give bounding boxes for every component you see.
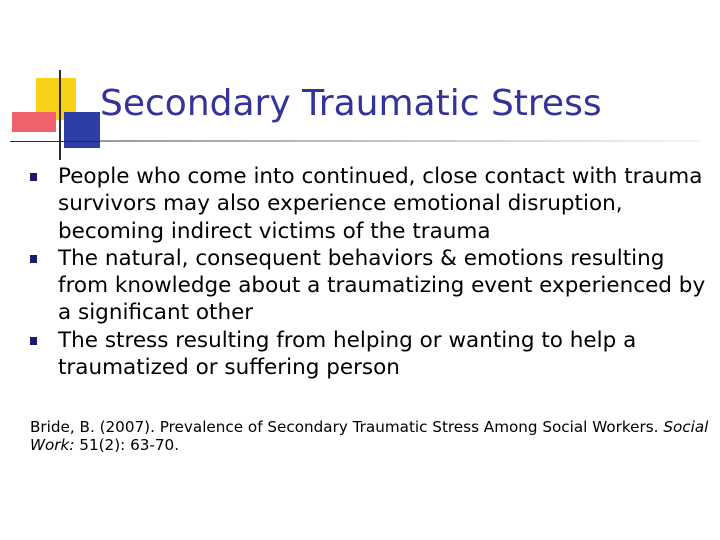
square-bullet-icon (30, 255, 37, 263)
square-bullet-icon (30, 173, 37, 181)
bullet-text: The natural, consequent behaviors & emotions resulting from knowledge about a traumatizing event experienced by a significant other (58, 245, 706, 326)
citation-authors-title: Bride, B. (2007). Prevalence of Secondary Traumatic Stress Among Social Workers. (30, 418, 659, 436)
bullet-item (30, 163, 710, 245)
title-underline (100, 140, 700, 142)
bullet-item (30, 245, 710, 327)
citation (30, 418, 710, 454)
square-bullet-icon (30, 337, 37, 345)
bullet-text: The stress resulting from helping or wanting to help a traumatized or suffering person (58, 327, 637, 381)
logo-horizontal-line (10, 141, 100, 142)
slide-title: Secondary Traumatic Stress (100, 83, 602, 124)
citation-volume-pages: 51(2): 63-70. (79, 436, 180, 454)
logo-vertical-line (59, 70, 61, 160)
logo-red-square-icon (12, 112, 56, 132)
citation-journal: Social Work: (30, 418, 709, 454)
bullet-text: People who come into continued, close contact with trauma survivors may also experience emotional disruption, becoming indirect victims of the trauma (58, 164, 703, 244)
bullet-item (30, 327, 710, 382)
bullet-list (30, 163, 710, 381)
logo-blue-square-icon (64, 112, 100, 148)
